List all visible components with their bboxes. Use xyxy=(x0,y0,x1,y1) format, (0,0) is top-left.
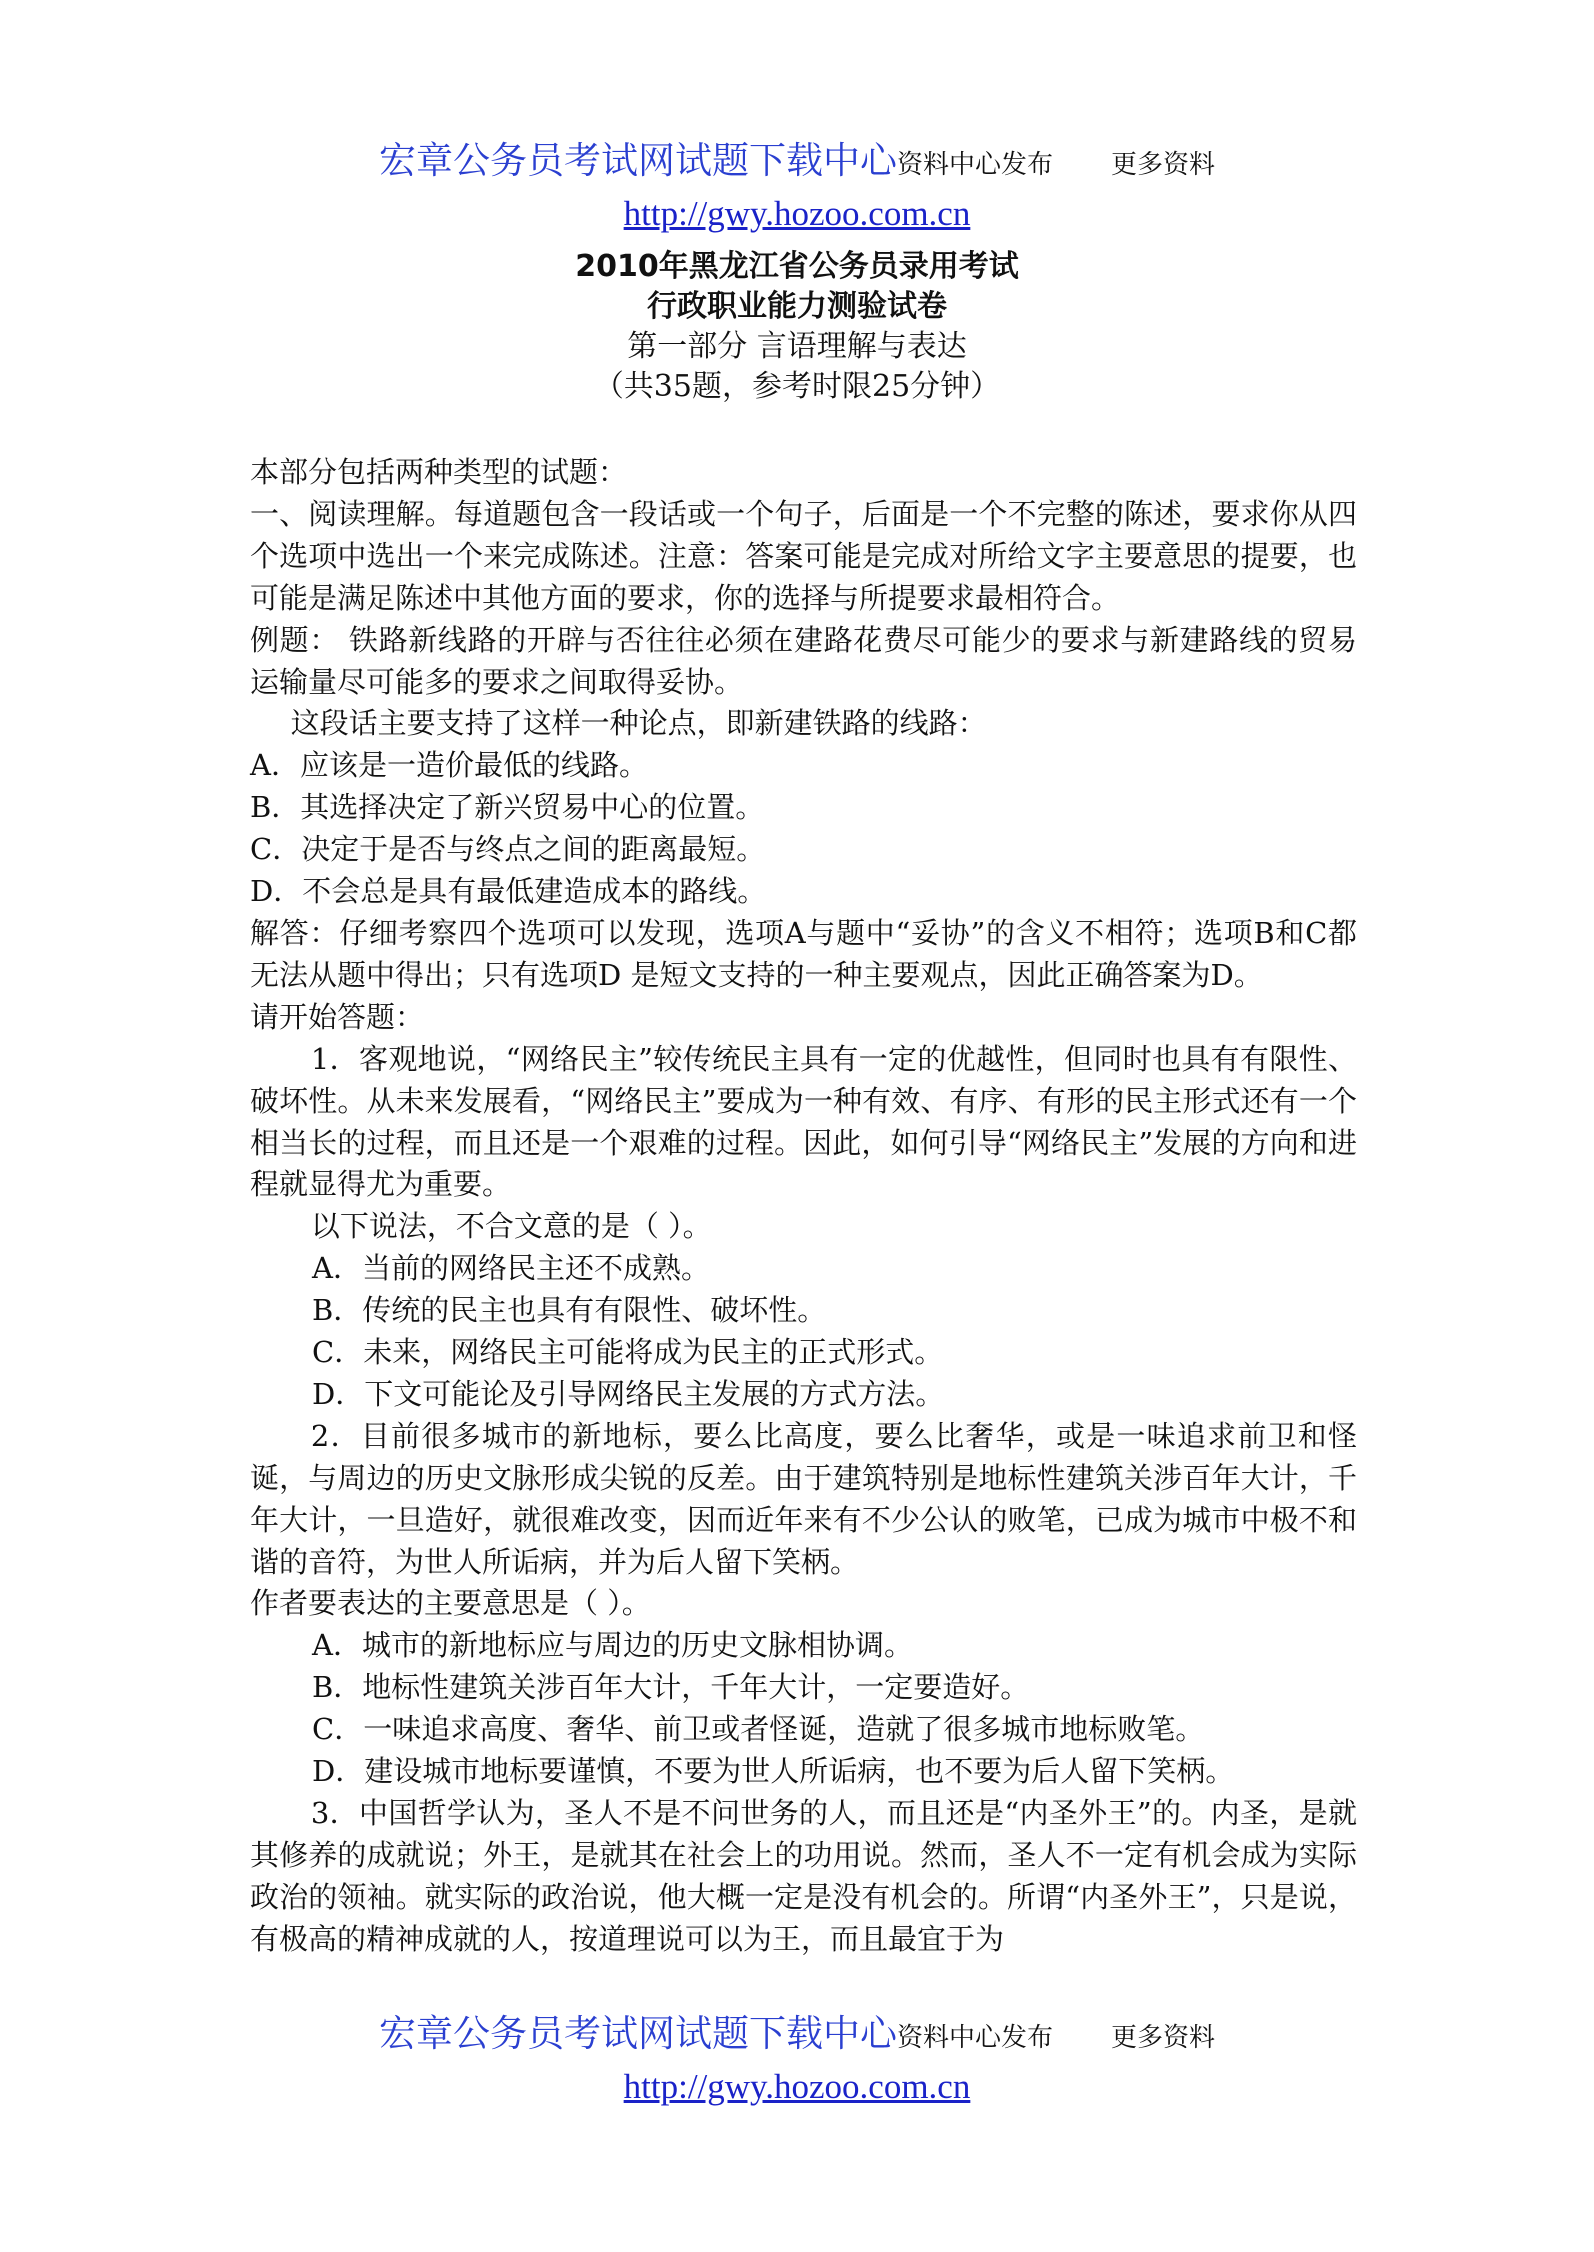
question-1-prompt: 以下说法，不合文意的是（ ）。 xyxy=(310,1209,712,1244)
footer-banner xyxy=(0,2003,1594,2107)
more-link[interactable]: 更多资料 xyxy=(1111,2023,1216,2053)
example-option-a: A．应该是一造价最低的线路。 xyxy=(250,748,648,783)
example-option-d: D．不会总是具有最低建造成本的路线。 xyxy=(250,874,767,909)
question-2-option-d: D．建设城市地标要谨慎，不要为世人所诟病，也不要为后人留下笑柄。 xyxy=(312,1754,1235,1789)
section-note: （共35题，参考时限25分钟） xyxy=(593,369,1001,404)
example-answer: 解答：仔细考察四个选项可以发现，选项A与题中“妥协”的含义不相符；选项B和C都无法从题中得出；只有选项D 是短文支持的一种主要观点，因此正确答案为D。 xyxy=(250,915,1357,992)
exam-subtitle: 行政职业能力测验试卷 xyxy=(647,289,947,324)
publish-note: 资料中心发布 xyxy=(896,150,1053,180)
question-2-option-c: C．一味追求高度、奢华、前卫或者怪诞，造就了很多城市地标败笔。 xyxy=(312,1712,1205,1747)
reading-instructions: 一、阅读理解。每道题包含一段话或一个句子，后面是一个不完整的陈述，要求你从四个选项中选出一个来完成陈述。注意：答案可能是完成对所给文字主要意思的提要，也可能是满足陈述中其他方面的要求，你的选择与所提要求最相符合。 xyxy=(250,496,1357,615)
question-1-option-b: B．传统的民主也具有有限性、破坏性。 xyxy=(312,1293,827,1328)
question-1-stem: 1．客观地说，“网络民主”较传统民主具有一定的优越性，但同时也具有有限性、破坏性。从未来发展看，“网络民主”要成为一种有效、有序、有形的民主形式还有一个相当长的过程，而且还是一个艰难的过程。因此，如何引导“网络民主”发展的方向和进程就显得尤为重要。 xyxy=(250,1041,1357,1202)
question-2-prompt: 作者要表达的主要意思是（ ）。 xyxy=(250,1586,651,1621)
publish-note: 资料中心发布 xyxy=(896,2023,1053,2053)
example-question: 这段话主要支持了这样一种论点，即新建铁路的线路： xyxy=(290,706,987,741)
question-2-option-b: B．地标性建筑关涉百年大计，千年大计，一定要造好。 xyxy=(312,1670,1030,1705)
question-1-option-a: A．当前的网络民主还不成熟。 xyxy=(312,1251,710,1286)
start-prompt: 请开始答题： xyxy=(250,999,425,1034)
question-1-option-c: C．未来，网络民主可能将成为民主的正式形式。 xyxy=(312,1335,944,1370)
site-url-link[interactable]: http://gwy.hozoo.com.cn xyxy=(623,194,971,233)
intro-lead: 本部分包括两种类型的试题： xyxy=(250,455,628,489)
section-title: 第一部分 言语理解与表达 xyxy=(627,329,967,364)
question-2-stem: 2．目前很多城市的新地标，要么比高度，要么比奢华，或是一味追求前卫和怪诞，与周边的历史文脉形成尖锐的反差。由于建筑特别是地标性建筑关涉百年大计，千年大计，一旦造好，就很难改变，因而近年来有不少公认的败笔，已成为城市中极不和谐的音符，为世人所诟病，并为后人留下笑柄。 xyxy=(250,1418,1357,1579)
site-name[interactable]: 宏章公务员考试网试题下载中心 xyxy=(378,139,897,182)
site-url-link[interactable]: http://gwy.hozoo.com.cn xyxy=(623,2067,971,2106)
exam-header xyxy=(0,247,1594,407)
exam-body xyxy=(250,452,1357,1961)
question-3-stem: 3．中国哲学认为，圣人不是不问世务的人，而且还是“内圣外王”的。内圣，是就其修养的成就说；外王，是就其在社会上的功用说。然而，圣人不一定有机会成为实际政治的领袖。就实际的政治说，他大概一定是没有机会的。所谓“内圣外王”，只是说，有极高的精神成就的人，按道理说可以为王，而且最宜于为 xyxy=(250,1796,1357,1956)
question-1-option-d: D．下文可能论及引导网络民主发展的方式方法。 xyxy=(312,1376,945,1411)
exam-title: 2010年黑龙江省公务员录用考试 xyxy=(575,249,1019,284)
question-2-option-a: A．城市的新地标应与周边的历史文脉相协调。 xyxy=(312,1628,913,1663)
more-link[interactable]: 更多资料 xyxy=(1111,150,1216,180)
example-text: 例题： 铁路新线路的开辟与否往往必须在建路花费尽可能少的要求与新建路线的贸易运输量尽可能多的要求之间取得妥协。 xyxy=(250,622,1357,699)
site-name[interactable]: 宏章公务员考试网试题下载中心 xyxy=(378,2012,897,2055)
header-banner xyxy=(0,130,1594,234)
example-option-b: B．其选择决定了新兴贸易中心的位置。 xyxy=(250,790,765,825)
example-option-c: C．决定于是否与终点之间的距离最短。 xyxy=(250,832,766,867)
